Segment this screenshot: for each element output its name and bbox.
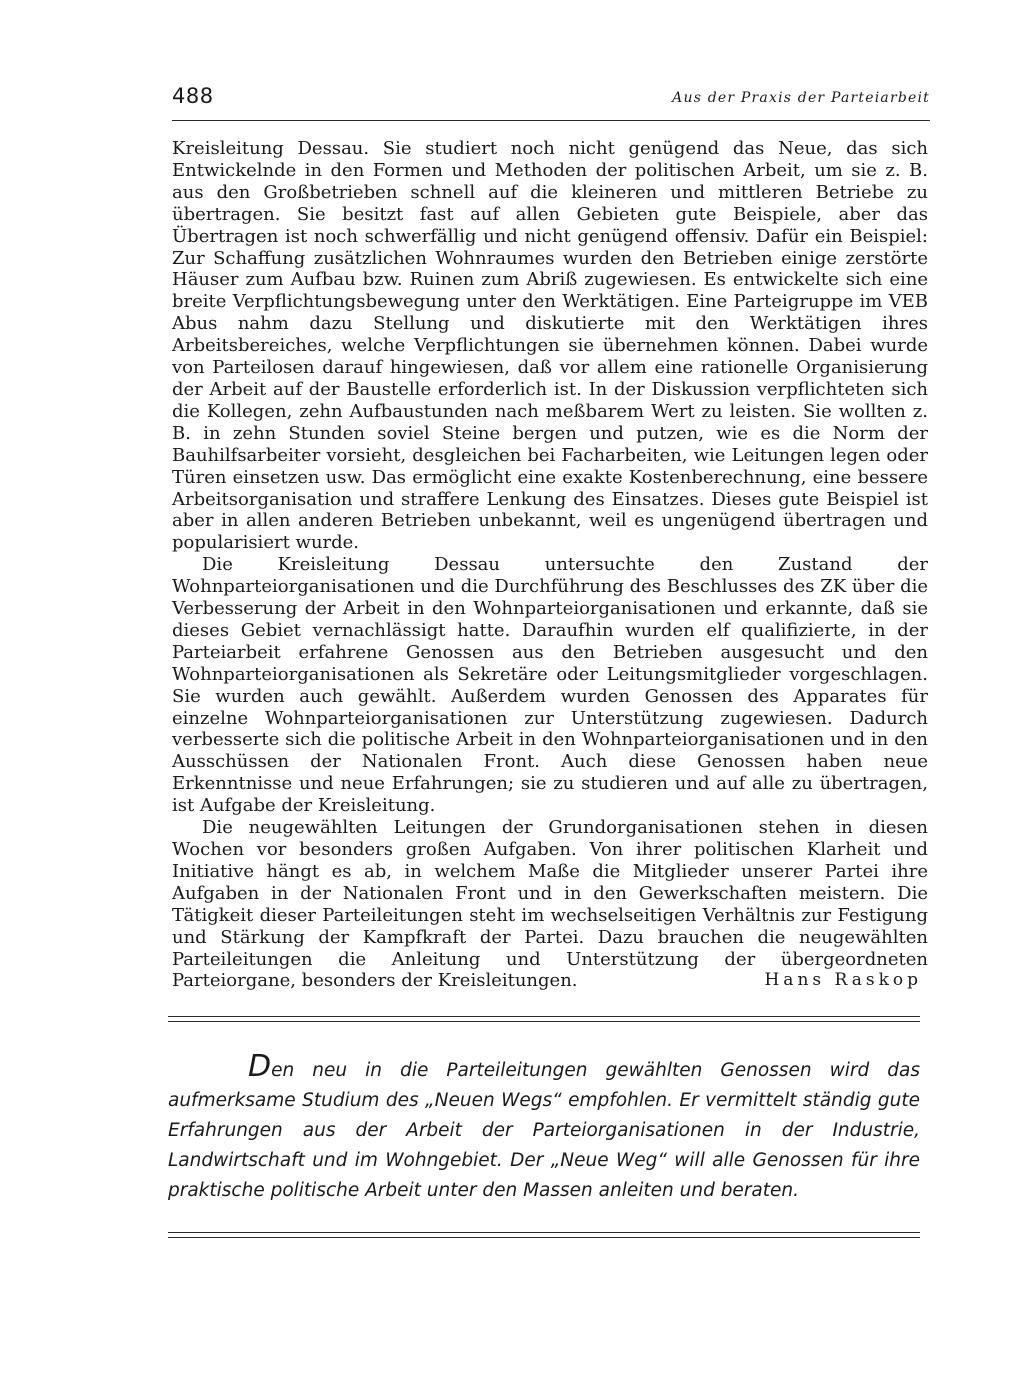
- notice-bottom-rule: [168, 1232, 920, 1238]
- page-header: [172, 84, 930, 120]
- notice-top-rule: [168, 1016, 920, 1022]
- running-head: Aus der Praxis der Parteiarbeit: [672, 90, 930, 106]
- author-signature: Hans Raskop: [764, 970, 922, 991]
- signature-row: [172, 970, 928, 992]
- header-rule: [172, 120, 930, 121]
- notice-box-text: [168, 1049, 920, 1206]
- article-body: [172, 138, 928, 992]
- paragraph-2: Die Kreisleitung Dessau untersuchte den Zustand der Wohnparteiorganisationen und die Durchführung des Beschlusses des ZK über die Verbesserung der Arbeit in den Wohnparteiorganisationen und erkannte, daß sie dieses Gebiet vernachlässigt hatte. Daraufhin wurden elf qualifizierte, in der Parteiarbeit erfahrene Genossen aus den Betrieben ausgesucht und den Wohnparteiorganisationen als Sekretäre oder Leitungsmitglieder vorgeschlagen. Sie wurden auch gewählt. Außerdem wurden Genossen des Apparates für einzelne Wohnparteiorganisationen zur Unterstützung zugewiesen. Dadurch verbesserte sich die politische Arbeit in den Wohnparteiorganisationen und in den Ausschüssen der Nationalen Front. Auch diese Genossen haben neue Erkenntnisse und neue Erfahrungen; sie zu studieren und auf alle zu übertragen, ist Aufgabe der Kreisleitung.: [172, 554, 928, 817]
- paragraph-1: Kreisleitung Dessau. Sie studiert noch nicht genügend das Neue, das sich Entwickelnde in den Formen und Methoden der politischen Arbeit, um sie z. B. aus den Großbetrieben schnell auf die kleineren und mittleren Betriebe zu übertragen. Sie besitzt fast auf allen Gebieten gute Beispiele, aber das Übertragen ist noch schwerfällig und nicht genügend offensiv. Dafür ein Beispiel: Zur Schaffung zusätzlichen Wohnraumes wurden den Betrieben einige zerstörte Häuser zum Aufbau bzw. Ruinen zum Abriß zugewiesen. Es entwickelte sich eine breite Verpflichtungsbewegung unter den Werktätigen. Eine Parteigruppe im VEB Abus nahm dazu Stellung und diskutierte mit den Werktätigen ihres Arbeitsbereiches, welche Verpflichtungen sie übernehmen können. Dabei wurde von Parteilosen darauf hingewiesen, daß vor allem eine rationelle Organisierung der Arbeit auf der Baustelle erforderlich ist. In der Diskussion verpflichteten sich die Kollegen, zehn Aufbaustunden nach meßbarem Wert zu leisten. Sie wollten z. B. in zehn Stunden soviel Steine bergen und putzen, wie es die Norm der Bauhilfsarbeiter vorsieht, desgleichen bei Facharbeiten, wie Leitungen legen oder Türen einsetzen usw. Das ermöglicht eine exakte Kostenberechnung, eine bessere Arbeitsorganisation und straffere Lenkung des Einsatzes. Dieses gute Beispiel ist aber in allen anderen Betrieben unbekannt, weil es ungenügend übertragen und popularisiert wurde.: [172, 138, 928, 554]
- page-number: 488: [172, 84, 214, 108]
- paragraph-3: Die neugewählten Leitungen der Grundorganisationen stehen in diesen Wochen vor besonders großen Aufgaben. Von ihrer politischen Klarheit und Initiative hängt es ab, in welchem Maße die Mitglieder unserer Partei ihre Aufgaben in der Nationalen Front und in den Gewerkschaften meistern. Die Tätigkeit dieser Parteileitungen steht im wechselseitigen Verhältnis zur Festigung und Stärkung der Kampfkraft der Partei. Dazu brauchen die neugewählten Parteileitungen die Anleitung und Unterstützung der übergeordneten Parteiorgane, besonders der Kreisleitungen.: [172, 817, 928, 992]
- notice-initial: D: [248, 1049, 272, 1084]
- notice-body: en neu in die Parteileitungen gewählten Genossen wird das aufmerksame Studium des „Neuen Wegs“ empfohlen. Er vermittelt ständig gute Erfahrungen aus der Arbeit der Parteiorganisationen in der Industrie, Landwirtschaft und im Wohngebiet. Der „Neue Weg“ will alle Genossen für ihre praktische politische Arbeit unter den Massen anleiten und beraten.: [168, 1060, 920, 1201]
